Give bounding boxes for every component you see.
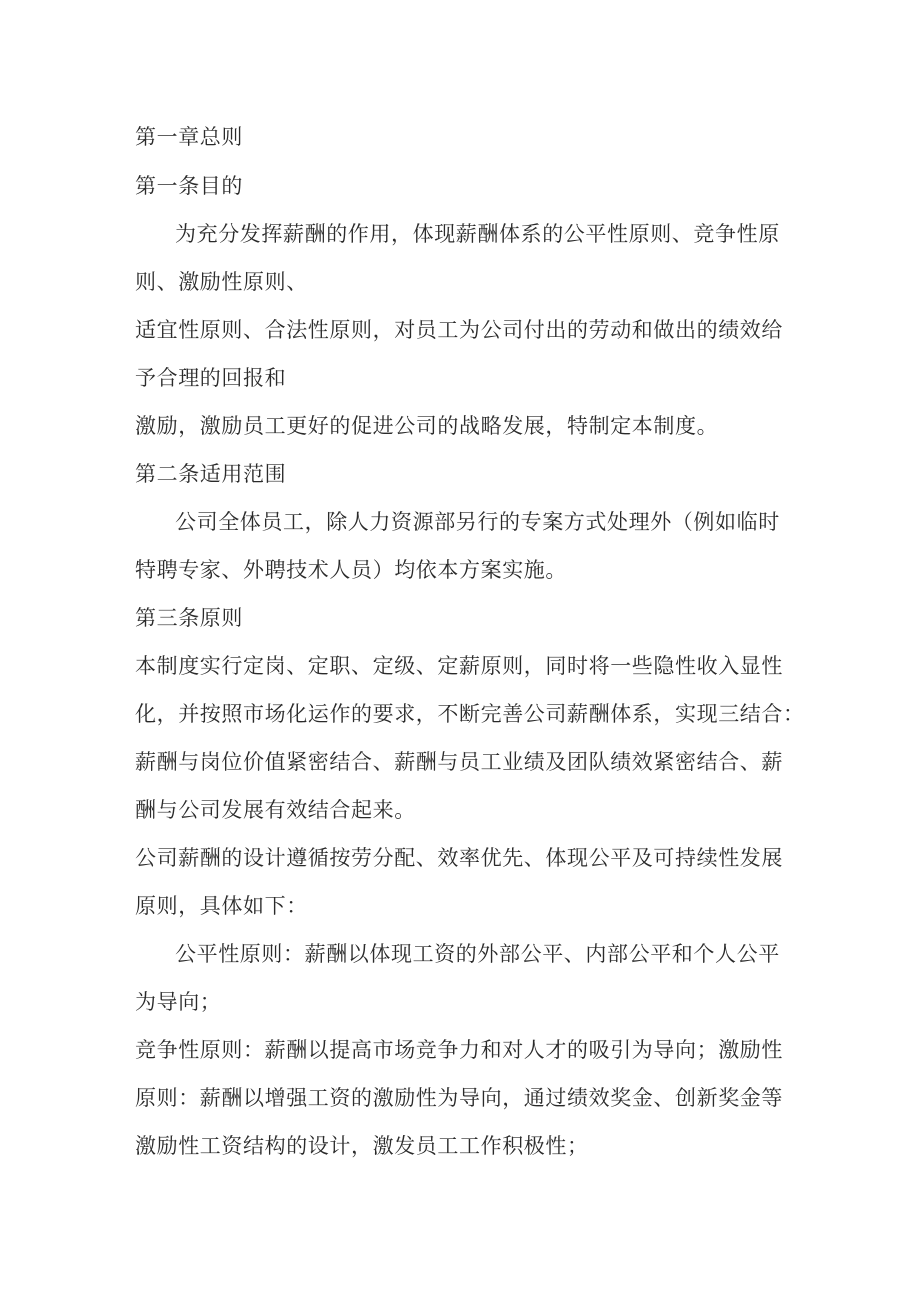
article-heading-1: 第一条目的	[135, 174, 243, 198]
article-heading-3: 第三条原则	[135, 606, 243, 630]
paragraph-line: 竞争性原则：薪酬以提高市场竞争力和对人才的吸引为导向；激励性	[135, 1038, 783, 1062]
paragraph-line: 公平性原则：薪酬以体现工资的外部公平、内部公平和个人公平	[175, 942, 780, 966]
paragraph-line: 则、激励性原则、	[135, 270, 308, 294]
chapter-heading: 第一章总则	[135, 125, 243, 149]
paragraph-line: 本制度实行定岗、定职、定级、定薪原则，同时将一些隐性收入显性	[135, 654, 783, 678]
paragraph-line: 为充分发挥薪酬的作用，体现薪酬体系的公平性原则、竞争性原	[175, 222, 780, 246]
paragraph-line: 化，并按照市场化运作的要求，不断完善公司薪酬体系，实现三结合：	[135, 702, 805, 726]
paragraph-line: 激励，激励员工更好的促进公司的战略发展，特制定本制度。	[135, 414, 719, 438]
paragraph-line: 公司薪酬的设计遵循按劳分配、效率优先、体现公平及可持续性发展	[135, 846, 783, 870]
paragraph-line: 酬与公司发展有效结合起来。	[135, 798, 416, 822]
paragraph-line: 原则：薪酬以增强工资的激励性为导向，通过绩效奖金、创新奖金等	[135, 1086, 783, 1110]
paragraph-line: 原则，具体如下：	[135, 894, 308, 918]
paragraph-line: 予合理的回报和	[135, 366, 287, 390]
paragraph-line: 公司全体员工，除人力资源部另行的专案方式处理外（例如临时	[175, 510, 780, 534]
paragraph-line: 特聘专家、外聘技术人员）均依本方案实施。	[135, 558, 567, 582]
paragraph-line: 适宜性原则、合法性原则，对员工为公司付出的劳动和做出的绩效给	[135, 318, 783, 342]
paragraph-line: 为导向；	[135, 990, 222, 1014]
article-heading-2: 第二条适用范围	[135, 462, 287, 486]
paragraph-line: 薪酬与岗位价值紧密结合、薪酬与员工业绩及团队绩效紧密结合、薪	[135, 750, 783, 774]
paragraph-line: 激励性工资结构的设计，激发员工工作积极性；	[135, 1134, 589, 1158]
